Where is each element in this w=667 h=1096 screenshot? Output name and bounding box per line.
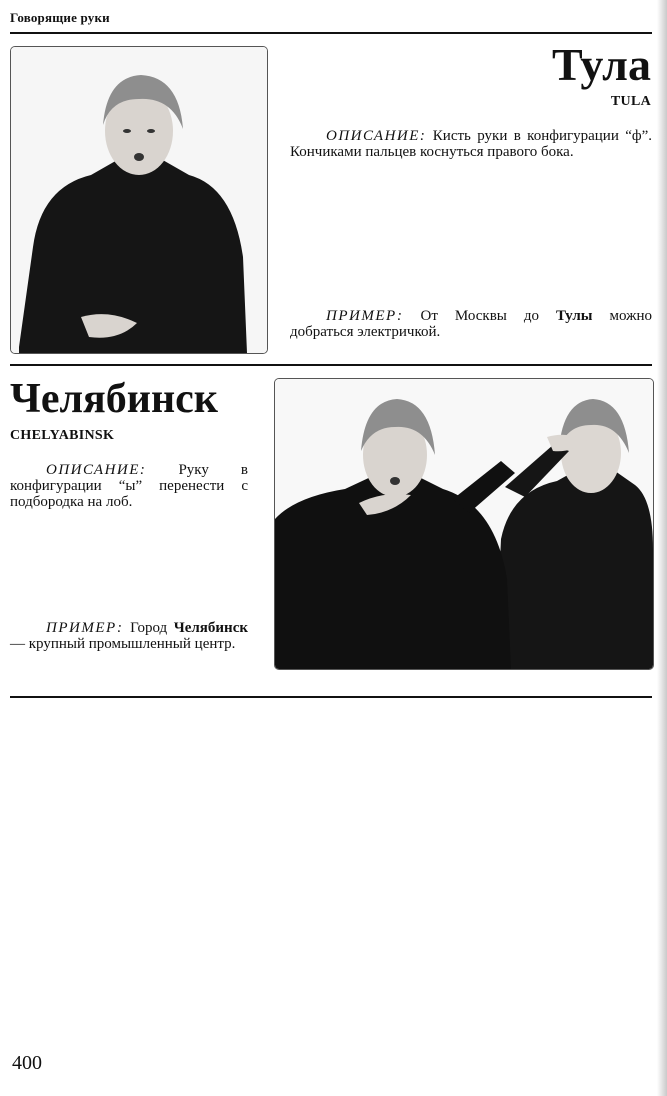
photo-tula [10, 46, 268, 354]
signer-illustration-chelyabinsk [275, 379, 653, 669]
entry-translit-chelyabinsk: CHELYABINSK [10, 428, 115, 443]
example-label: ПРИМЕР: [326, 308, 404, 324]
description-label: ОПИСАНИЕ: [326, 128, 427, 144]
example-label: ПРИМЕР: [46, 620, 124, 636]
header-rule [10, 32, 652, 34]
description-text: Кисть руки в конфигурации “ф”. Кончиками пальцев коснуться правого бока. [290, 128, 653, 160]
example-text-after: — крупный промышленный центр. [10, 636, 236, 652]
description-text: Руку в конфигурации “ы” перенести с подбородка на лоб. [10, 462, 249, 510]
page-edge-shadow [657, 0, 667, 1096]
entry-title-tula: Тула [551, 39, 651, 90]
photo-chelyabinsk [274, 378, 654, 670]
example-chelyabinsk [10, 620, 248, 652]
entry-divider [10, 696, 652, 698]
example-tula [290, 308, 652, 340]
signer-illustration-tula [11, 47, 267, 353]
example-text-before: От Москвы до [420, 308, 539, 324]
entry-title-chelyabinsk: Челябинск [10, 376, 218, 422]
running-title: Говорящие руки [10, 10, 110, 25]
entry-divider [10, 364, 652, 366]
example-highlight: Тулы [555, 308, 593, 324]
description-chelyabinsk [10, 462, 248, 510]
page-number: 400 [12, 1052, 42, 1074]
example-highlight: Челябинск [173, 620, 249, 636]
entry-translit-tula: TULA [610, 94, 651, 109]
description-tula [290, 128, 652, 160]
description-label: ОПИСАНИЕ: [46, 462, 147, 478]
example-text-before: Город [130, 620, 168, 636]
example-text-after: можно добраться электричкой. [290, 308, 653, 340]
